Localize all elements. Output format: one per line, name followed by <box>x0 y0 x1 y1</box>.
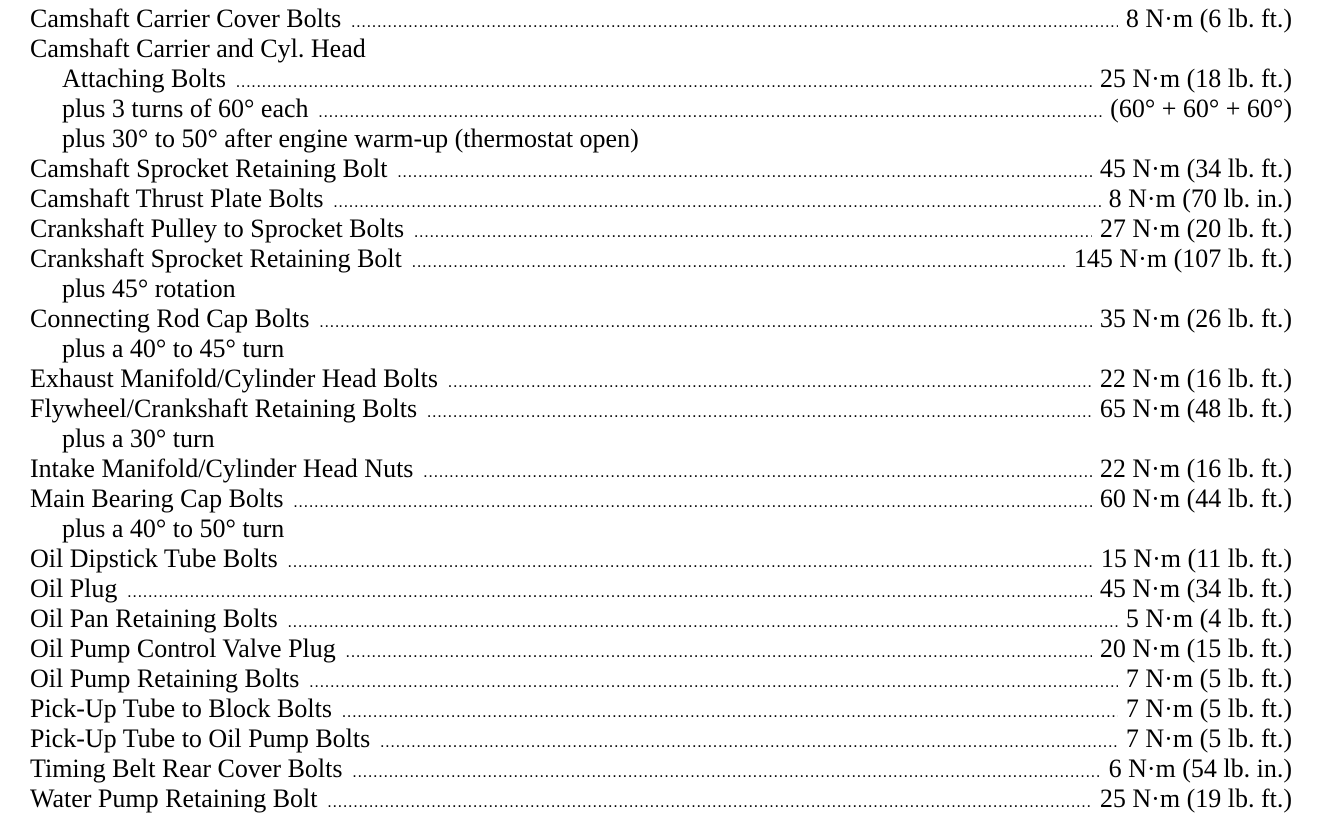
spec-label: Pick-Up Tube to Oil Pump Bolts <box>30 724 371 753</box>
dot-leader <box>328 788 1092 818</box>
dot-leader <box>353 758 1101 788</box>
dot-leader <box>320 308 1092 338</box>
spec-subline <box>30 274 1292 304</box>
dot-leader <box>309 668 1117 698</box>
spec-subline <box>30 514 1292 544</box>
spec-label: Water Pump Retaining Bolt <box>30 784 318 813</box>
spec-label: plus a 40° to 45° turn <box>62 334 285 363</box>
dot-leader <box>342 698 1118 728</box>
spec-label: Flywheel/Crankshaft Retaining Bolts <box>30 394 418 423</box>
spec-value: 6 N·m (54 lb. in.) <box>1108 754 1292 783</box>
spec-subline <box>30 424 1292 454</box>
spec-label: Intake Manifold/Cylinder Head Nuts <box>30 454 414 483</box>
dot-leader <box>427 398 1092 428</box>
spec-value: 25 N·m (18 lb. ft.) <box>1099 64 1292 93</box>
spec-label: Exhaust Manifold/Cylinder Head Bolts <box>30 364 439 393</box>
torque-spec-list <box>30 4 1292 814</box>
spec-label: Oil Pan Retaining Bolts <box>30 604 278 633</box>
spec-row <box>30 634 1292 664</box>
dot-leader <box>397 158 1091 188</box>
dot-leader <box>412 248 1066 278</box>
dot-leader <box>293 488 1091 518</box>
spec-value: 7 N·m (5 lb. ft.) <box>1125 724 1292 753</box>
spec-value: 5 N·m (4 lb. ft.) <box>1125 604 1292 633</box>
spec-subline <box>30 94 1292 124</box>
dot-leader <box>448 368 1092 398</box>
dot-leader <box>380 728 1118 758</box>
spec-value: 8 N·m (6 lb. ft.) <box>1125 4 1292 33</box>
spec-label: Camshaft Carrier and Cyl. Head <box>30 34 366 63</box>
spec-row <box>30 184 1292 214</box>
spec-value: 20 N·m (15 lb. ft.) <box>1099 634 1292 663</box>
spec-label: plus a 40° to 50° turn <box>62 514 285 543</box>
spec-row <box>30 214 1292 244</box>
spec-value: 65 N·m (48 lb. ft.) <box>1099 394 1292 423</box>
spec-label: Crankshaft Pulley to Sprocket Bolts <box>30 214 405 243</box>
dot-leader <box>346 638 1092 668</box>
spec-row <box>30 244 1292 274</box>
spec-value: 7 N·m (5 lb. ft.) <box>1125 694 1292 723</box>
spec-label: plus 45° rotation <box>62 274 236 303</box>
spec-value: 45 N·m (34 lb. ft.) <box>1099 574 1292 603</box>
spec-row <box>30 4 1292 34</box>
spec-row <box>30 484 1292 514</box>
spec-value: 145 N·m (107 lb. ft.) <box>1073 244 1292 273</box>
spec-value: 7 N·m (5 lb. ft.) <box>1125 664 1292 693</box>
spec-value: (60° + 60° + 60°) <box>1110 94 1292 123</box>
spec-value: 60 N·m (44 lb. ft.) <box>1099 484 1292 513</box>
spec-label: Oil Pump Retaining Bolts <box>30 664 300 693</box>
spec-value: 25 N·m (19 lb. ft.) <box>1099 784 1292 813</box>
spec-label: Attaching Bolts <box>62 64 226 93</box>
spec-row <box>30 724 1292 754</box>
spec-row <box>30 364 1292 394</box>
spec-value: 22 N·m (16 lb. ft.) <box>1099 364 1292 393</box>
spec-value: 15 N·m (11 lb. ft.) <box>1100 544 1292 573</box>
spec-subline <box>30 64 1292 94</box>
spec-label: Camshaft Thrust Plate Bolts <box>30 184 324 213</box>
spec-label: Oil Dipstick Tube Bolts <box>30 544 278 573</box>
dot-leader <box>236 68 1092 98</box>
spec-label: Oil Pump Control Valve Plug <box>30 634 336 663</box>
spec-row <box>30 604 1292 634</box>
spec-row <box>30 154 1292 184</box>
spec-row <box>30 544 1292 574</box>
spec-row <box>30 394 1292 424</box>
spec-row <box>30 574 1292 604</box>
spec-value: 35 N·m (26 lb. ft.) <box>1099 304 1292 333</box>
spec-row <box>30 784 1292 814</box>
spec-label: Connecting Rod Cap Bolts <box>30 304 310 333</box>
spec-row <box>30 454 1292 484</box>
spec-row <box>30 664 1292 694</box>
spec-subline <box>30 124 1292 154</box>
spec-value: 27 N·m (20 lb. ft.) <box>1099 214 1292 243</box>
spec-label: Timing Belt Rear Cover Bolts <box>30 754 343 783</box>
spec-label: Oil Plug <box>30 574 118 603</box>
dot-leader <box>414 218 1092 248</box>
dot-leader <box>288 548 1093 578</box>
spec-label: Pick-Up Tube to Block Bolts <box>30 694 332 723</box>
spec-row <box>30 694 1292 724</box>
dot-leader <box>288 608 1118 638</box>
spec-label: Camshaft Sprocket Retaining Bolt <box>30 154 388 183</box>
spec-row <box>30 34 1292 64</box>
spec-label: plus 30° to 50° after engine warm-up (thermostat open) <box>62 124 639 153</box>
dot-leader <box>351 8 1118 38</box>
dot-leader <box>423 458 1091 488</box>
spec-value: 45 N·m (34 lb. ft.) <box>1099 154 1292 183</box>
spec-label: plus a 30° turn <box>62 424 215 453</box>
spec-label: plus 3 turns of 60° each <box>62 94 309 123</box>
dot-leader <box>333 188 1100 218</box>
spec-label: Main Bearing Cap Bolts <box>30 484 284 513</box>
spec-subline <box>30 334 1292 364</box>
spec-value: 8 N·m (70 lb. in.) <box>1108 184 1292 213</box>
spec-label: Camshaft Carrier Cover Bolts <box>30 4 342 33</box>
spec-row <box>30 754 1292 784</box>
spec-row <box>30 304 1292 334</box>
spec-value: 22 N·m (16 lb. ft.) <box>1099 454 1292 483</box>
spec-label: Crankshaft Sprocket Retaining Bolt <box>30 244 402 273</box>
